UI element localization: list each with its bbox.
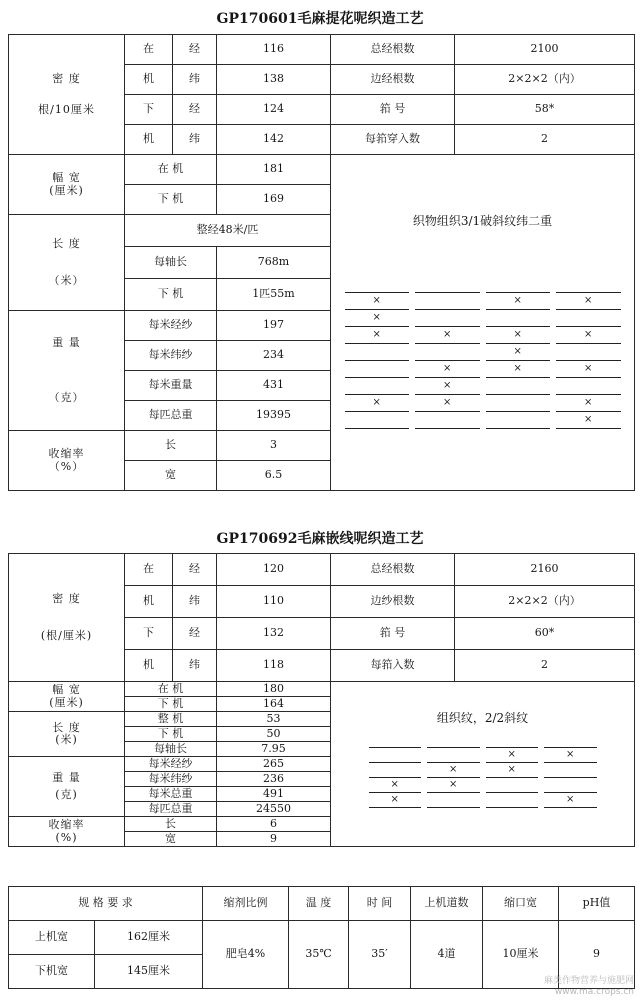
weave-grid-cell — [486, 378, 551, 395]
section2-table — [8, 553, 635, 847]
off-warp-value: 124 — [217, 95, 331, 125]
spec-value: 2×2×2（内） — [455, 65, 635, 95]
weave-grid-cell — [486, 778, 539, 793]
watermark-line2: www.ma.crops.cn — [554, 987, 634, 998]
weave-diagram-area — [331, 682, 635, 847]
weave-grid-cell: × — [556, 395, 621, 412]
weight-item-value: 265 — [217, 757, 331, 772]
spec-label: 边经根数 — [331, 65, 455, 95]
weave-grid-cell — [556, 310, 621, 327]
length-item-value: 50 — [217, 727, 331, 742]
off-loom-width-label: 下机宽 — [9, 955, 95, 989]
length-item-value: 53 — [217, 712, 331, 727]
weave-grid-cell: × — [415, 327, 480, 344]
weave-grid-cell: × — [345, 395, 410, 412]
beam-length-label: 每轴长 — [125, 247, 217, 279]
weave-grid-cell — [415, 412, 480, 429]
weight-item-value: 431 — [217, 371, 331, 401]
weave-grid-cell: × — [369, 793, 422, 808]
on-warp-value: 116 — [217, 35, 331, 65]
weave-grid-cell: × — [486, 763, 539, 778]
weave-grid-cell: × — [556, 327, 621, 344]
width-on-label: 在 机 — [125, 682, 217, 697]
on-loom-label: 在 — [125, 554, 173, 586]
width-row — [9, 682, 635, 697]
passes-value: 4道 — [411, 921, 483, 989]
spec-label: 每筘穿入数 — [331, 125, 455, 155]
spec-label: 总经根数 — [331, 35, 455, 65]
weave-grid-cell — [427, 748, 480, 763]
weave-grid-cell — [544, 763, 597, 778]
on-warp-value: 120 — [217, 554, 331, 586]
weave-grid-cell: × — [486, 344, 551, 361]
weave-grid-cell: × — [486, 361, 551, 378]
on-weft-value: 138 — [217, 65, 331, 95]
weave-grid-cell: × — [544, 748, 597, 763]
weight-item-value: 24550 — [217, 802, 331, 817]
off-weft-value: 118 — [217, 650, 331, 682]
weight-item-value: 19395 — [217, 401, 331, 431]
weave-grid-cell — [415, 293, 480, 310]
watermark-line1: 麻类作物营养与施肥网 — [543, 976, 634, 987]
weave-grid-cell: × — [544, 793, 597, 808]
length-label: 长 度 （米） — [9, 215, 125, 311]
weight-item-label: 每米经纱 — [125, 757, 217, 772]
weave-grid-cell — [486, 395, 551, 412]
weight-item-label: 每米纬纱 — [125, 341, 217, 371]
weave-grid-cell — [345, 344, 410, 361]
off-loom-label: 下 — [125, 618, 173, 650]
weave-description: 织物组织3/1破斜纹纬二重 — [412, 214, 553, 228]
weave-grid-row — [345, 412, 621, 429]
weight-item-value: 491 — [217, 787, 331, 802]
warp-label: 经 — [173, 554, 217, 586]
width-off-label: 下 机 — [125, 185, 217, 215]
shrink-width-label: 宽 — [125, 832, 217, 847]
weave-grid-cell — [415, 344, 480, 361]
width-label: 幅 宽 (厘米) — [9, 682, 125, 712]
weave-grid-cell: × — [556, 412, 621, 429]
shrink-length-label: 长 — [125, 431, 217, 461]
weave-grid-cell — [556, 344, 621, 361]
spec-label: 总经根数 — [331, 554, 455, 586]
weave-grid-cell — [544, 778, 597, 793]
weave-grid-cell: × — [369, 778, 422, 793]
spec-label: 筘 号 — [331, 95, 455, 125]
header-time: 时 间 — [349, 887, 411, 921]
weave-grid-cell: × — [345, 293, 410, 310]
density-row — [9, 554, 635, 586]
spec-label: 每筘入数 — [331, 650, 455, 682]
off-loom-label: 机 — [125, 125, 173, 155]
header-passes: 上机道数 — [411, 887, 483, 921]
weave-grid-cell — [486, 412, 551, 429]
spec-value: 60* — [455, 618, 635, 650]
density-label: 密 度 根/10厘米 — [9, 35, 125, 155]
weave-grid-cell: × — [345, 327, 410, 344]
spec-label: 筘 号 — [331, 618, 455, 650]
weave-grid-cell — [345, 378, 410, 395]
off-weft-value: 142 — [217, 125, 331, 155]
weave-grid-cell: × — [556, 293, 621, 310]
spec-value: 58* — [455, 95, 635, 125]
weave-grid-row — [345, 293, 621, 310]
warp-label: 经 — [173, 618, 217, 650]
weave-grid-row — [345, 327, 621, 344]
beam-length-value: 768m — [217, 247, 331, 279]
weight-item-value: 234 — [217, 341, 331, 371]
on-weft-value: 110 — [217, 586, 331, 618]
weft-label: 纬 — [173, 125, 217, 155]
weight-item-label: 每匹总重 — [125, 802, 217, 817]
weft-label: 纬 — [173, 586, 217, 618]
weight-item-label: 每米重量 — [125, 371, 217, 401]
weight-item-label: 每匹总重 — [125, 401, 217, 431]
length-item-value: 7.95 — [217, 742, 331, 757]
weave-description: 组织纹，2/2斜纹 — [436, 711, 529, 725]
weight-label: 重 量 (克) — [9, 757, 125, 817]
shrink-length-value: 3 — [217, 431, 331, 461]
width-row — [9, 155, 635, 185]
weave-grid-cell: × — [486, 748, 539, 763]
temp-value: 35℃ — [289, 921, 349, 989]
weave-grid-cell — [556, 378, 621, 395]
width-off-value: 169 — [217, 185, 331, 215]
length-item-label: 整 机 — [125, 712, 217, 727]
width-label: 幅 宽 (厘米) — [9, 155, 125, 215]
weave-grid-row — [369, 778, 597, 793]
header-mouth-width: 缩口宽 — [483, 887, 559, 921]
fulling-row — [9, 921, 635, 955]
weave-grid-cell: × — [415, 378, 480, 395]
section1-table — [8, 34, 635, 491]
width-on-label: 在 机 — [125, 155, 217, 185]
weave-grid-cell — [345, 412, 410, 429]
shrink-width-label: 宽 — [125, 461, 217, 491]
width-on-value: 181 — [217, 155, 331, 185]
time-value: 35′ — [349, 921, 411, 989]
ph-value: 9 — [559, 921, 635, 989]
length-item-label: 每轴长 — [125, 742, 217, 757]
shrink-label: 收缩率 （%） — [9, 431, 125, 491]
header-spec: 规 格 要 求 — [9, 887, 203, 921]
off-loom-width-value: 145厘米 — [95, 955, 203, 989]
length-item-label: 下 机 — [125, 727, 217, 742]
weave-grid-cell: × — [345, 310, 410, 327]
weave-grid-cell: × — [486, 293, 551, 310]
weave-grid-cell — [486, 310, 551, 327]
shrink-width-value: 9 — [217, 832, 331, 847]
header-temp: 温 度 — [289, 887, 349, 921]
weave-grid-row — [369, 748, 597, 763]
on-loom-width-value: 162厘米 — [95, 921, 203, 955]
on-loom-label: 机 — [125, 65, 173, 95]
shrink-label: 收缩率 (%) — [9, 817, 125, 847]
section2-title: GP170692毛麻嵌线呢织造工艺 — [216, 531, 424, 547]
weave-grid-cell — [415, 310, 480, 327]
off-loom-label: 下 — [125, 95, 173, 125]
weight-item-value: 236 — [217, 772, 331, 787]
shrink-width-value: 6.5 — [217, 461, 331, 491]
weave-grid-row — [345, 344, 621, 361]
mouth-width-value: 10厘米 — [483, 921, 559, 989]
weave-grid-row — [369, 763, 597, 778]
weave-grid — [345, 292, 621, 429]
spec-value: 2 — [455, 125, 635, 155]
spec-value: 2×2×2（内） — [455, 586, 635, 618]
spec-value: 2160 — [455, 554, 635, 586]
weave-grid-cell — [369, 763, 422, 778]
spec-value: 2 — [455, 650, 635, 682]
warp-label: 经 — [173, 95, 217, 125]
weave-grid-cell — [345, 361, 410, 378]
weave-grid-row — [345, 395, 621, 412]
density-row — [9, 35, 635, 65]
weight-label: 重 量 （克） — [9, 311, 125, 431]
width-off-label: 下 机 — [125, 697, 217, 712]
weight-item-label: 每米经纱 — [125, 311, 217, 341]
spec-label: 边纱根数 — [331, 586, 455, 618]
fulling-table — [8, 886, 635, 989]
warping-length: 整经48米/匹 — [125, 215, 331, 247]
width-on-value: 180 — [217, 682, 331, 697]
width-off-value: 164 — [217, 697, 331, 712]
shrink-length-label: 长 — [125, 817, 217, 832]
weave-grid-row — [345, 378, 621, 395]
on-loom-label: 在 — [125, 35, 173, 65]
weave-grid-row — [369, 793, 597, 808]
weave-grid-cell — [486, 793, 539, 808]
weave-grid-cell: × — [427, 778, 480, 793]
weave-grid-cell — [369, 748, 422, 763]
ratio-value: 肥皂4% — [203, 921, 289, 989]
weft-label: 纬 — [173, 650, 217, 682]
weave-grid-cell — [427, 793, 480, 808]
weave-grid-cell: × — [486, 327, 551, 344]
off-loom-label: 机 — [125, 650, 173, 682]
off-loom-length-value: 1匹55m — [217, 279, 331, 311]
section1-title: GP170601毛麻提花呢织造工艺 — [216, 11, 424, 27]
on-loom-width-label: 上机宽 — [9, 921, 95, 955]
off-loom-length-label: 下 机 — [125, 279, 217, 311]
warp-label: 经 — [173, 35, 217, 65]
weave-grid-cell: × — [415, 395, 480, 412]
header-ratio: 缩剂比例 — [203, 887, 289, 921]
fulling-header-row — [9, 887, 635, 921]
shrink-length-value: 6 — [217, 817, 331, 832]
weft-label: 纬 — [173, 65, 217, 95]
header-ph: pH值 — [559, 887, 635, 921]
weave-grid-cell: × — [556, 361, 621, 378]
watermark — [544, 976, 634, 998]
weight-item-label: 每米总重 — [125, 787, 217, 802]
weave-diagram-area — [331, 155, 635, 491]
weave-grid-row — [345, 310, 621, 327]
length-label: 长 度 (米) — [9, 712, 125, 757]
spec-value: 2100 — [455, 35, 635, 65]
weight-item-value: 197 — [217, 311, 331, 341]
on-loom-label: 机 — [125, 586, 173, 618]
weave-grid — [369, 747, 597, 808]
off-warp-value: 132 — [217, 618, 331, 650]
weave-grid-cell: × — [415, 361, 480, 378]
density-label: 密 度 (根/厘米) — [9, 554, 125, 682]
weight-item-label: 每米纬纱 — [125, 772, 217, 787]
weave-grid-row — [345, 361, 621, 378]
weave-grid-cell: × — [427, 763, 480, 778]
